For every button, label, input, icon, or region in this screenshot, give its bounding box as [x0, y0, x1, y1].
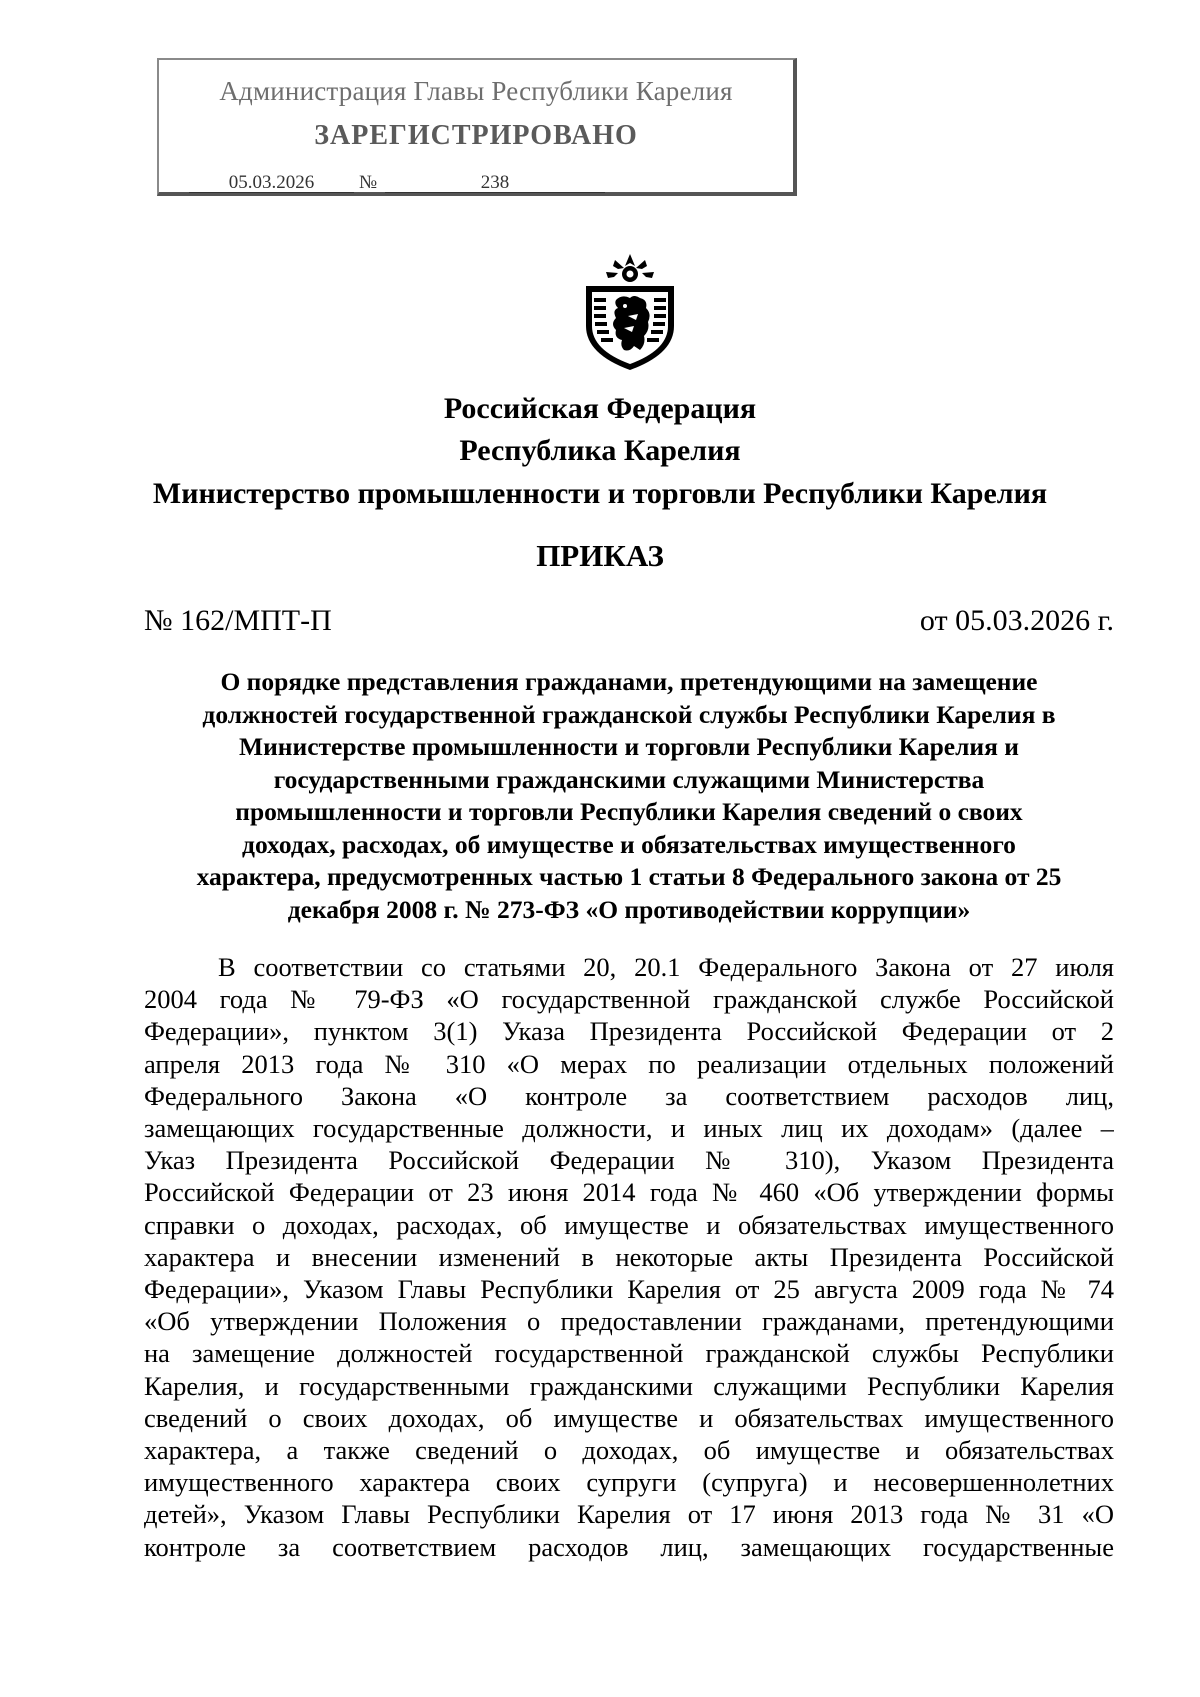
body-line: сведений о своих доходах, об имуществе и обязательствах имущественного — [144, 1402, 1114, 1433]
body-line: апреля 2013 года № 310 «О мерах по реализации отдельных положений — [144, 1048, 1114, 1079]
title-line: декабря 2008 г. № 273-ФЗ «О противодействии коррупции» — [287, 894, 971, 924]
document-type: ПРИКАЗ — [536, 538, 664, 573]
title-line: характера, предусмотренных частью 1 статьи 8 Федерального закона от 25 — [196, 862, 1062, 891]
header-ministry: Министерство промышленности и торговли Республики Карелия — [152, 477, 1048, 510]
order-body — [144, 951, 1114, 1563]
body-line: детей», Указом Главы Республики Карелия от 17 июня 2013 года № 31 «О — [144, 1499, 1114, 1530]
header-republic: Республика Карелия — [459, 434, 741, 467]
body-line: замещающих государственные должности, и иных лиц их доходам» (далее – — [144, 1113, 1114, 1144]
title-line: Министерстве промышленности и торговли Республики Карелия и — [239, 732, 1019, 761]
stamp-status: ЗАРЕГИСТРИРОВАНО — [314, 120, 638, 151]
title-line: должностей государственной гражданской службы Республики Карелия в — [202, 699, 1056, 729]
body-line: Российской Федерации от 23 июня 2014 года № 460 «Об утверждении формы — [144, 1177, 1114, 1208]
registration-stamp — [157, 58, 797, 196]
body-line: Федерации», пунктом 3(1) Указа Президента Российской Федерации от 2 — [144, 1016, 1114, 1047]
body-line: «Об утверждении Положения о предоставлении гражданами, претендующими — [144, 1306, 1114, 1337]
title-line: государственными гражданскими служащими Министерства — [273, 764, 985, 794]
body-line: характера и внесении изменений в некоторые акты Президента Российской — [144, 1241, 1114, 1272]
body-line: Указ Президента Российской Федерации № 310), Указом Президента — [144, 1145, 1114, 1176]
order-date: от 05.03.2026 г. — [919, 604, 1114, 637]
body-line: характера, а также сведений о доходах, об имуществе и обязательствах — [144, 1435, 1114, 1466]
order-title — [144, 666, 1114, 926]
body-line: контроле за соответствием расходов лиц, замещающих государственные — [144, 1531, 1114, 1562]
body-line: В соответствии со статьями 20, 20.1 Федерального Закона от 27 июля — [218, 952, 1114, 982]
stamp-organization: Администрация Главы Республики Карелия — [219, 76, 733, 106]
title-line: промышленности и торговли Республики Карелия сведений о своих — [235, 797, 1023, 826]
stamp-date: 05.03.2026 — [189, 172, 354, 193]
order-number: № 162/МПТ-П — [144, 604, 332, 637]
coat-of-arms-icon — [578, 254, 682, 372]
body-line: справки о доходах, расходах, об имуществе и обязательствах имущественного — [144, 1209, 1114, 1240]
body-line: Федерации», Указом Главы Республики Карелия от 25 августа 2009 года № 74 — [144, 1274, 1114, 1305]
body-line: 2004 года № 79-ФЗ «О государственной гражданской службе Российской — [144, 984, 1114, 1015]
header-country: Российская Федерация — [443, 392, 757, 425]
stamp-number-sign: № — [359, 172, 378, 193]
stamp-number: 238 — [385, 172, 605, 193]
title-line: О порядке представления гражданами, претендующими на замещение — [220, 667, 1038, 696]
body-line: Федерального Закона «О контроле за соответствием расходов лиц, — [144, 1080, 1114, 1111]
body-line: на замещение должностей государственной гражданской службы Республики — [144, 1338, 1114, 1369]
body-line: имущественного характера своих супруги (супруга) и несовершеннолетних — [144, 1467, 1114, 1498]
body-line: Карелия, и государственными гражданскими служащими Республики Карелия — [144, 1370, 1114, 1401]
title-line: доходах, расходах, об имуществе и обязательствах имущественного — [242, 829, 1016, 859]
